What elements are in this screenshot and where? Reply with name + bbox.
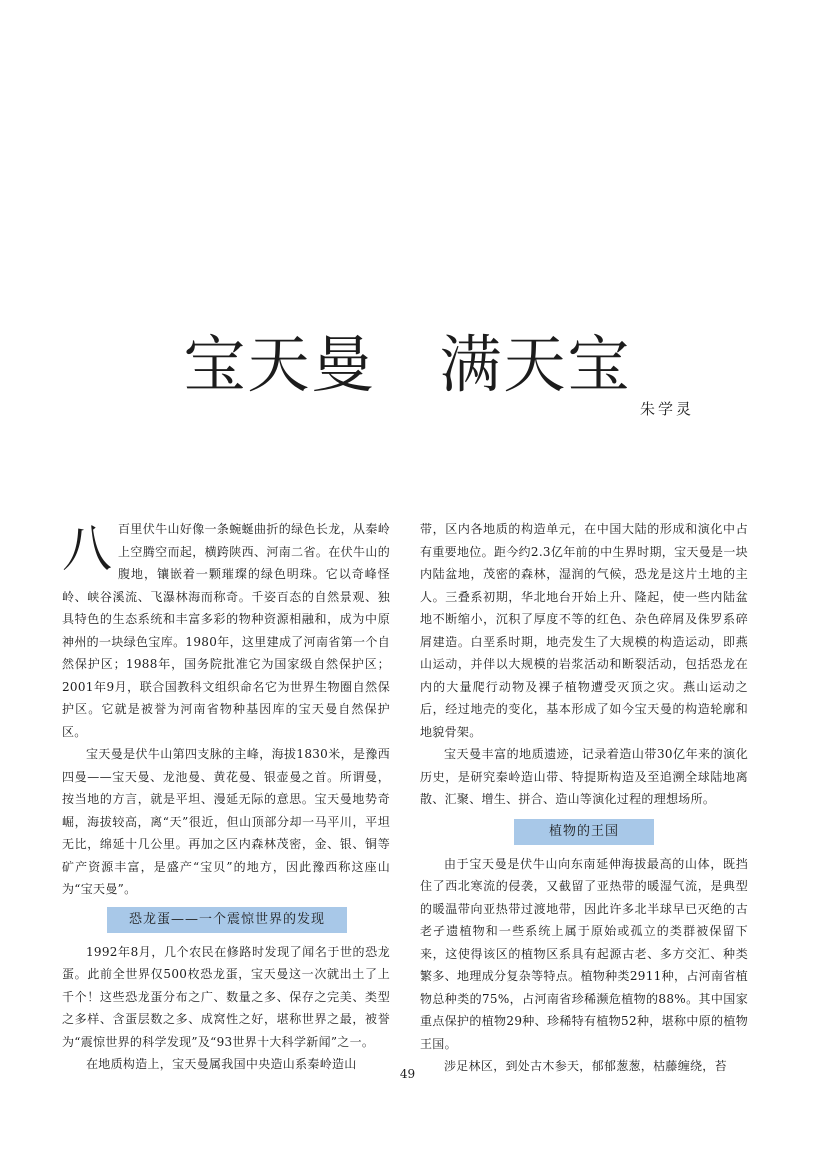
section-heading-plant-kingdom: 植物的王国 [514,819,654,845]
left-column [62,518,390,1076]
paragraph-geology-start: 在地质构造上，宝天曼属我国中央造山系秦岭造山 [86,1057,357,1071]
title-part-2: 满天宝 [439,327,632,401]
paragraph-geology-continued: 带，区内各地质的构造单元，在中国大陆的形成和演化中占有重要地位。距今约2.3亿年前的中生界时期，宝天曼是一块内陆盆地，茂密的森林，湿润的气候，恐龙是这片土地的主人。三叠系初期，华北地台开始上升、隆起，使一些内陆盆地不断缩小，沉积了厚度不等的红色、杂色碎屑及侏罗系碎屑建造。白垩系时期，地壳发生了大规模的构造运动，即燕山运动，并伴以大规模的岩浆活动和断裂活动，包括恐龙在内的大量爬行动物及裸子植物遭受灭顶之灾。燕山运动之后，经过地壳的变化，基本形成了如今宝天曼的构造轮廓和地貌骨架。 [420,522,748,739]
right-column [420,518,748,1078]
paragraph-forest: 涉足林区，到处古木参天，郁郁葱葱，枯藤缠绕，苔 [444,1059,727,1073]
intro-text: 百里伏牛山好像一条蜿蜒曲折的绿色长龙，从秦岭上空腾空而起，横跨陕西、河南二省。在伏牛山的腹地，镶嵌着一颗璀璨的绿色明珠。它以奇峰怪岭、峡谷溪流、飞瀑林海而称奇。千姿百态的自然景观、独具特色的生态系统和丰富多彩的物种资源相融和，成为中原神州的一块绿色宝库。1980年，这里建成了河南省第一个自然保护区；1988年，国务院批准它为国家级自然保护区；2001年9月，联合国教科文组织命名它为世界生物圈自然保护区。它就是被誉为河南省物种基因库的宝天曼自然保护区。 [62,522,390,739]
paragraph-plant-kingdom: 由于宝天曼是伏牛山向东南延伸海拔最高的山体，既挡住了西北寒流的侵袭，又截留了亚热带的暖湿气流，是典型的暖温带向亚热带过渡地带，因此许多北半球早已灭绝的古老孑遗植物和一些系统上属于原始或孤立的类群被保留下来，这使得该区的植物区系具有起源古老、多方交汇、种类繁多、地理成分复杂等特点。植物种类2911种，占河南省植物总种类的75%，占河南省珍稀濒危植物的88%。其中国家重点保护的植物29种、珍稀特有植物52种，堪称中原的植物王国。 [420,856,748,1051]
paragraph-geologic-heritage: 宝天曼丰富的地质遗迹，记录着造山带30亿年来的演化历史，是研究秦岭造山带、特提斯构造及至追溯全球陆地离散、汇聚、增生、拼合、造山等演化过程的理想场所。 [420,747,748,806]
page-number: 49 [399,1067,416,1081]
intro-paragraph [62,518,390,743]
drop-cap: 八 [62,520,113,578]
paragraph-baotianman-name: 宝天曼是伏牛山第四支脉的主峰，海拔1830米，是豫西四曼——宝天曼、龙池曼、黄花曼、银壶曼之首。所谓曼，按当地的方言，就是平坦、漫延无际的意思。宝天曼地势奇崛，海拔较高，离“天”很近，但山顶部分却一马平川，平坦无比，绵延十几公里。再加之区内森林茂密，金、银、铜等矿产资源丰富，是盛产“宝贝”的地方，因此豫西称这座山为“宝天曼”。 [62,747,390,896]
paragraph-dinosaur-eggs: 1992年8月，几个农民在修路时发现了闻名于世的恐龙蛋。此前全世界仅500枚恐龙蛋，宝天曼这一次就出土了上千个！这些恐龙蛋分布之广、数量之多、保存之完美、类型之多样、含蛋层数之多、成窝性之好，堪称世界之最，被誉为“震惊世界的科学发现”及“93世界十大科学新闻”之一。 [62,944,390,1049]
author-name: 朱学灵 [640,400,695,418]
section-heading-dinosaur-eggs: 恐龙蛋——一个震惊世界的发现 [107,907,347,933]
article-title [0,327,815,401]
title-part-1: 宝天曼 [183,327,376,401]
